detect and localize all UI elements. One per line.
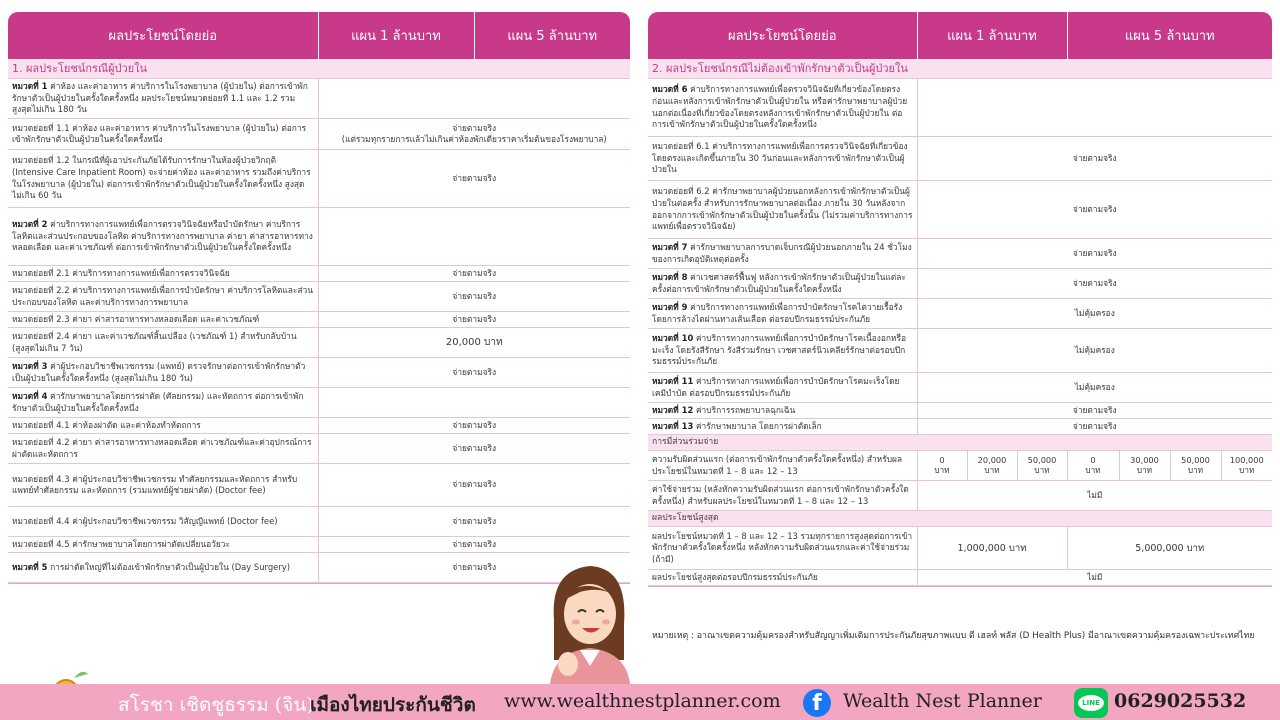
- header-plan-5m: แผน 5 ล้านบาท: [1067, 12, 1272, 59]
- benefit-value: 20,000 บาท: [318, 328, 630, 358]
- benefit-value: จ่ายตามจริง: [318, 150, 630, 208]
- benefit-text: ค่าเวชศาสตร์ฟื้นฟู หลังการเข้าพักรักษาตัวเป็นผู้ป่วยในแต่ละครั้งต่อการเข้าพักรักษาตัวเป็นผู้ป่วยในครั้งใดครั้งหนึ่ง: [652, 272, 906, 294]
- category-label: หมวดที่ 1: [12, 81, 48, 92]
- benefit-cell: [648, 269, 917, 299]
- benefit-text: หมวดย่อยที่ 2.2 ค่าบริการทางการแพทย์เพื่อการบำบัดรักษา ค่าบริการโลหิตและส่วนประกอบของโลหิต และค่าบริการทางการพยาบาล: [12, 285, 313, 307]
- benefit-text: หมวดย่อยที่ 4.2 ค่ายา ค่าสารอาหารทางหลอดเลือด ค่าเวชภัณฑ์และค่าอุปกรณ์การผ่าตัดและหัตถการ: [12, 437, 312, 459]
- benefit-value: [318, 388, 630, 418]
- agent-avatar-illustration: [540, 560, 636, 684]
- coverage-note: หมายเหตุ : อาณาเขตความคุ้มครองสำหรับสัญญาเพิ่มเติมการประกันภัยสุขภาพแบบ ดี เฮลท์ พลัส (D Health Plus) มีอาณาเขตความคุ้มครองเฉพาะประเทศไทย: [652, 631, 1255, 641]
- category-label: หมวดที่ 5: [12, 561, 48, 572]
- deductible-text: ความรับผิดส่วนแรก (ต่อการเข้าพักรักษาตัวครั้งใดครั้งหนึ่ง) สำหรับผลประโยชน์ในหมวดที่ 1 – 8 และ 12 – 13: [648, 451, 917, 481]
- benefit-value: จ่ายตามจริง: [318, 434, 630, 464]
- benefit-text: ค่ารักษาพยาบาล โดยการผ่าตัดเล็ก: [693, 420, 822, 431]
- benefit-cell: [8, 150, 318, 208]
- category-label: หมวดที่ 8: [652, 272, 688, 283]
- benefit-text: ค่าบริการทางการแพทย์เพื่อการตรวจวินิจฉัยหรือบำบัดรักษา ค่าบริการโลหิตและส่วนประกอบของโลหิต ค่าบริการทางการพยาบาล ค่ายา ค่าสารอาหารทางหลอดเลือด และค่าเวชภัณฑ์ ต่อการเข้าพักรักษาตัวเป็นผู้ป่วยในครั้งใดครั้งหนึ่ง: [12, 219, 313, 253]
- max-benefit-plan-5m: 5,000,000 บาท: [1067, 527, 1272, 570]
- max-benefit-text: ผลประโยชน์หมวดที่ 1 – 8 และ 12 – 13 รวมทุกรายการสูงสุดต่อการเข้าพักรักษาตัวครั้งใดครั้งหนึ่ง หลังหักความรับผิดส่วนแรกและค่าใช้จ่ายร่วม (ถ้ามี): [648, 527, 917, 570]
- deductible-value: 30,000 บาท: [1119, 451, 1170, 481]
- deductible-value: 50,000 บาท: [1017, 451, 1067, 481]
- benefit-cell: [8, 266, 318, 282]
- benefit-text: ค่าบริการทางการแพทย์เพื่อการบำบัดรักษาโรคเนื้องอกหรือมะเร็ง โดยรังสีรักษา รังสีร่วมรักษา เวชศาสตร์นิวเคลียร์รักษาต่อรอบปีกรมธรรม์ประกันภัย: [652, 333, 906, 367]
- benefit-value: จ่ายตามจริง: [917, 403, 1272, 419]
- benefit-cell: [648, 239, 917, 269]
- max-benefit-plan-1m: 1,000,000 บาท: [917, 527, 1067, 570]
- category-label: หมวดที่ 6: [652, 84, 688, 95]
- agent-name: สโรชา เชิดชูธรรม (จิน): [118, 694, 314, 716]
- benefit-text: หมวดย่อยที่ 1.1 ค่าห้อง และค่าอาหาร ค่าบริการในโรงพยาบาล (ผู้ป่วยใน) ต่อการเข้าพักรักษาตัวเป็นผู้ป่วยในครั้งใดครั้งหนึ่ง: [12, 122, 307, 145]
- benefit-value: ไม่คุ้มครอง: [917, 299, 1272, 329]
- annual-max-value: ไม่มี: [917, 570, 1272, 586]
- header-plan-1m: แผน 1 ล้านบาท: [917, 12, 1067, 59]
- benefit-value: [318, 208, 630, 266]
- benefit-cell: [8, 537, 318, 553]
- benefit-text: หมวดย่อยที่ 4.3 ค่าผู้ประกอบวิชาชีพเวชกรรม ทำศัลยกรรมและหัตถการ สำหรับแพทย์ทำศัลยกรรม และหัตถการ (รวมแพทย์ผู้ช่วยผ่าตัด) (Doctor fee): [12, 473, 298, 496]
- benefit-text: หมวดย่อยที่ 4.4 ค่าผู้ประกอบวิชาชีพเวชกรรม วิสัญญีแพทย์ (Doctor fee): [12, 515, 278, 526]
- benefit-value-note: (แต่รวมทุกรายการแล้วไม่เกินค่าห้องพักเดี่ยวราคาเริ่มต้นของโรงพยาบาล): [341, 134, 607, 145]
- benefit-text: หมวดย่อยที่ 2.4 ค่ายา และค่าเวชภัณฑ์สิ้นเปลือง (เวชภัณฑ์ 1) สำหรับกลับบ้าน (สูงสุดไม่เกิน 7 วัน): [12, 331, 297, 353]
- benefit-value: จ่ายตามจริง: [318, 266, 630, 282]
- benefit-value: จ่ายตามจริง: [917, 137, 1272, 181]
- benefit-text: ค่ารักษาพยาบาลโดยการผ่าตัด (ศัลยกรรม) และหัตถการ ต่อการเข้าพักรักษาตัวเป็นผู้ป่วยในครั้งใดครั้งหนึ่ง: [12, 391, 304, 413]
- benefit-value: จ่ายตามจริง: [917, 269, 1272, 299]
- category-label: หมวดที่ 3: [12, 361, 48, 372]
- benefit-cell: [648, 419, 917, 435]
- annual-max-text: ผลประโยชน์สูงสุดต่อรอบปีกรมธรรม์ประกันภัย: [648, 570, 917, 586]
- benefit-value: [917, 79, 1272, 137]
- benefit-value: [318, 119, 630, 150]
- benefit-value: จ่ายตามจริง: [318, 537, 630, 553]
- category-label: หมวดที่ 11: [652, 376, 694, 387]
- section-title-outpatient: 2. ผลประโยชน์กรณีไม่ต้องเข้าพักรักษาตัวเป็นผู้ป่วยใน: [648, 59, 1272, 79]
- benefit-cell: [648, 79, 917, 137]
- benefit-cell: [8, 312, 318, 328]
- category-label: หมวดที่ 13: [652, 420, 694, 431]
- benefit-text: ค่าบริการทางการแพทย์เพื่อการบำบัดรักษาโรคไตวายเรื้อรังโดยการล้างไตผ่านทางเส้นเลือด ต่อรอบปีกรมธรรม์ประกันภัย: [652, 302, 903, 324]
- benefit-text: หมวดย่อยที่ 6.2 ค่ารักษาพยาบาลผู้ป่วยนอกหลังการเข้าพักรักษาตัวเป็นผู้ป่วยในต่อครั้ง สำหรับการรักษาพยาบาลต่อเนื่อง ภายใน 30 วันหลังจากออกจากการเข้าพักรักษาตัวเป็นผู้ป่วยในครั้งนั้น (ไม่รวมค่าบริการทางการแพทย์เพื่อตรวจวินิจฉัย): [652, 186, 913, 232]
- line-icon[interactable]: LINE: [1074, 688, 1108, 718]
- benefit-value: จ่ายตามจริง: [318, 358, 630, 388]
- benefit-value: ไม่คุ้มครอง: [917, 373, 1272, 403]
- category-label: หมวดที่ 10: [652, 333, 694, 344]
- benefit-cell: [8, 79, 318, 119]
- benefit-value: [318, 79, 630, 119]
- facebook-page-name[interactable]: Wealth Nest Planner: [843, 690, 1042, 712]
- inpatient-benefits-panel: [8, 12, 630, 584]
- benefit-value: จ่ายตามจริง: [318, 282, 630, 312]
- category-label: หมวดที่ 2: [12, 219, 48, 230]
- benefit-text: หมวดย่อยที่ 4.1 ค่าห้องผ่าตัด และค่าห้องทำหัตถการ: [12, 419, 201, 430]
- benefit-cell: [648, 299, 917, 329]
- category-label: หมวดที่ 9: [652, 302, 688, 313]
- benefit-cell: [8, 434, 318, 464]
- benefit-text: ค่าห้อง และค่าอาหาร ค่าบริการในโรงพยาบาล (ผู้ป่วยใน) ต่อการเข้าพักรักษาตัวเป็นผู้ป่วยในครั้งใดครั้งหนึ่ง ผลประโยชน์หมวดย่อยที่ 1.1 และ 1.2 รวมสูงสุดไม่เกิน 180 วัน: [12, 81, 308, 115]
- deductible-value: 0 บาท: [917, 451, 967, 481]
- benefit-value: จ่ายตามจริง: [318, 553, 630, 583]
- deductible-value: 50,000 บาท: [1170, 451, 1221, 481]
- outpatient-benefits-table: [648, 12, 1272, 586]
- benefit-text: ค่าบริการรถพยาบาลฉุกเฉิน: [693, 404, 796, 415]
- benefit-text: หมวดย่อยที่ 2.3 ค่ายา ค่าสารอาหารทางหลอดเลือด และค่าเวชภัณฑ์: [12, 313, 260, 324]
- copay-text: ค่าใช้จ่ายร่วม (หลังหักความรับผิดส่วนแรก ต่อการเข้าพักรักษาตัวครั้งใดครั้งหนึ่ง) สำหรับผลประโยชน์ในหมวดที่ 1 – 8 และ 12 – 13: [648, 481, 917, 511]
- header-benefit-summary: ผลประโยชน์โดยย่อ: [648, 12, 917, 59]
- section-title-copay: การมีส่วนร่วมจ่าย: [648, 435, 1272, 451]
- facebook-icon[interactable]: f: [803, 689, 831, 717]
- benefit-value: จ่ายตามจริง: [917, 181, 1272, 239]
- benefit-cell: [648, 137, 917, 181]
- benefit-value: จ่ายตามจริง: [917, 239, 1272, 269]
- benefit-cell: [8, 282, 318, 312]
- company-name: เมืองไทยประกันชีวิต: [310, 694, 476, 716]
- phone-number[interactable]: 0629025532: [1114, 690, 1247, 712]
- benefit-value: จ่ายตามจริง: [318, 312, 630, 328]
- category-label: หมวดที่ 12: [652, 404, 694, 415]
- benefit-cell: [648, 373, 917, 403]
- benefit-text: หมวดย่อยที่ 6.1 ค่าบริการทางการแพทย์เพื่อการตรวจวินิจฉัยที่เกี่ยวข้องโดยตรงและเกิดขึ้นภายใน 30 วันก่อนและหลังการเข้าพักรักษาตัวเป็นผู้ป่วยใน: [652, 141, 908, 175]
- benefit-value-main: จ่ายตามจริง: [452, 122, 497, 133]
- benefit-value: จ่ายตามจริง: [318, 464, 630, 507]
- header-benefit-summary: ผลประโยชน์โดยย่อ: [8, 12, 318, 59]
- inpatient-benefits-table: [8, 12, 630, 583]
- benefit-cell: [8, 358, 318, 388]
- website-link[interactable]: www.wealthnestplanner.com: [504, 690, 781, 712]
- section-title-max-benefit: ผลประโยชน์สูงสุด: [648, 511, 1272, 527]
- category-label: หมวดที่ 7: [652, 242, 688, 253]
- benefit-cell: [8, 553, 318, 583]
- benefit-value: จ่ายตามจริง: [318, 507, 630, 537]
- section-title-inpatient: 1. ผลประโยชน์กรณีผู้ป่วยใน: [8, 59, 630, 79]
- header-plan-1m: แผน 1 ล้านบาท: [318, 12, 474, 59]
- benefit-value: ไม่คุ้มครอง: [917, 329, 1272, 373]
- benefit-text: หมวดย่อยที่ 1.2 ในกรณีที่ผู้เอาประกันภัยได้รับการรักษาในห้องผู้ป่วยวิกฤติ (Intensive Care Inpatient Room) จะจ่ายค่าห้อง และค่าอาหาร รวมถึงค่าบริการในโรงพยาบาล (ผู้ป่วยใน) ต่อการเข้าพักรักษาตัวเป็นผู้ป่วยในครั้งใดครั้งหนึ่ง สูงสุดไม่เกิน 60 วัน: [12, 155, 311, 201]
- deductible-value: 20,000 บาท: [967, 451, 1017, 481]
- benefit-cell: [8, 388, 318, 418]
- benefit-cell: [648, 329, 917, 373]
- category-label: หมวดที่ 4: [12, 391, 48, 402]
- benefit-text: ค่าบริการทางการแพทย์เพื่อการบำบัดรักษาโรคมะเร็งโดยเคมีบำบัด ต่อรอบปีกรมธรรม์ประกันภัย: [652, 376, 900, 398]
- footer-bar: [0, 684, 1280, 720]
- benefit-cell: [8, 464, 318, 507]
- benefit-text: หมวดย่อยที่ 4.5 ค่ารักษาพยาบาลโดยการผ่าตัดเปลี่ยนอวัยวะ: [12, 538, 230, 549]
- benefit-cell: [8, 418, 318, 434]
- deductible-value: 0 บาท: [1067, 451, 1119, 481]
- benefit-value: จ่ายตามจริง: [917, 419, 1272, 435]
- benefit-cell: [8, 507, 318, 537]
- outpatient-benefits-panel: [648, 12, 1272, 587]
- benefit-value: จ่ายตามจริง: [318, 418, 630, 434]
- header-plan-5m: แผน 5 ล้านบาท: [474, 12, 630, 59]
- benefit-cell: [8, 328, 318, 358]
- benefit-cell: [648, 403, 917, 419]
- benefit-cell: [8, 119, 318, 150]
- benefit-text: ค่ารักษาพยาบาลการบาดเจ็บกรณีผู้ป่วยนอกภายใน 24 ชั่วโมงของการเกิดอุบัติเหตุต่อครั้ง: [652, 242, 912, 264]
- benefit-cell: [8, 208, 318, 266]
- benefit-text: หมวดย่อยที่ 2.1 ค่าบริการทางการแพทย์เพื่อการตรวจวินิจฉัย: [12, 267, 230, 278]
- copay-value: ไม่มี: [917, 481, 1272, 511]
- deductible-value: 100,000 บาท: [1221, 451, 1272, 481]
- benefit-text: ค่าบริการทางการแพทย์เพื่อตรวจวินิจฉัยที่เกี่ยวข้องโดยตรงก่อนและหลังการเข้าพักรักษาตัวเป็นผู้ป่วยใน หรือค่ารักษาพยาบาลผู้ป่วยนอกต่อเนื่องที่เกี่ยวข้องโดยตรงหลังการเข้าพักรักษาตัวเป็นผู้ป่วยใน ต่อการเข้าพักรักษาตัวเป็นผู้ป่วยในครั้งใดครั้งหนึ่ง: [652, 84, 908, 130]
- benefit-cell: [648, 181, 917, 239]
- benefit-text: การผ่าตัดใหญ่ที่ไม่ต้องเข้าพักรักษาตัวเป็นผู้ป่วยใน (Day Surgery): [47, 561, 290, 572]
- benefit-text: ค่าผู้ประกอบวิชาชีพเวชกรรม (แพทย์) ตรวจรักษาต่อการเข้าพักรักษาตัวเป็นผู้ป่วยในครั้งใดครั้งหนึ่ง (สูงสุดไม่เกิน 180 วัน): [12, 361, 306, 383]
